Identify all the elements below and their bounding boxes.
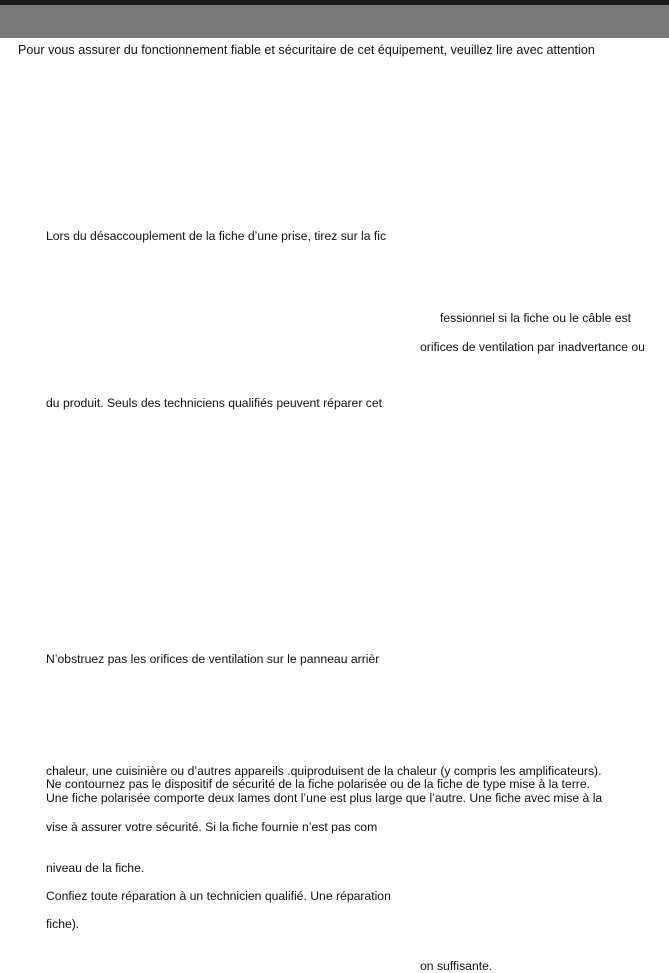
text-line-safety: vise à assurer votre sécurité. Si la fiche fournie n’est pas com bbox=[46, 820, 378, 834]
text-line-cable: fessionnel si la fiche ou le câble est bbox=[440, 311, 632, 325]
text-line-technicians: du produit. Seuls des techniciens qualifiés peuvent réparer cet bbox=[46, 396, 383, 410]
text-line-polarized-bypass: Ne contournez pas le dispositif de sécurité de la fiche polarisée ou de la fiche de type mise à la terre. bbox=[46, 777, 591, 791]
text-line-polarized-plug: Une fiche polarisée comporte deux lames dont l’une est plus large que l’autre. Une fiche avec mise à la bbox=[46, 791, 603, 805]
text-line-unplug: Lors du désaccouplement de la fiche d’une prise, tirez sur la fic bbox=[46, 229, 387, 243]
header-bar bbox=[0, 0, 669, 38]
intro-paragraph: Pour vous assurer du fonctionnement fiable et sécuritaire de cet équipement, veuillez lire avec attention bbox=[18, 43, 595, 57]
text-line-heat: chaleur, une cuisinière ou d’autres appareils .quiproduisent de la chaleur (y compris les amplificateurs). bbox=[46, 764, 602, 778]
text-line-fiche: fiche). bbox=[46, 917, 80, 931]
text-line-repair: Confiez toute réparation à un technicien qualifié. Une réparation bbox=[46, 889, 391, 903]
text-line-sufficient: on suffisante. bbox=[420, 959, 493, 973]
text-line-plug-level: niveau de la fiche. bbox=[46, 861, 145, 875]
text-line-ventilation: orifices de ventilation par inadvertance ou bbox=[420, 340, 645, 354]
text-line-obstruct: N’obstruez pas les orifices de ventilation sur le panneau arrièr bbox=[46, 652, 380, 666]
